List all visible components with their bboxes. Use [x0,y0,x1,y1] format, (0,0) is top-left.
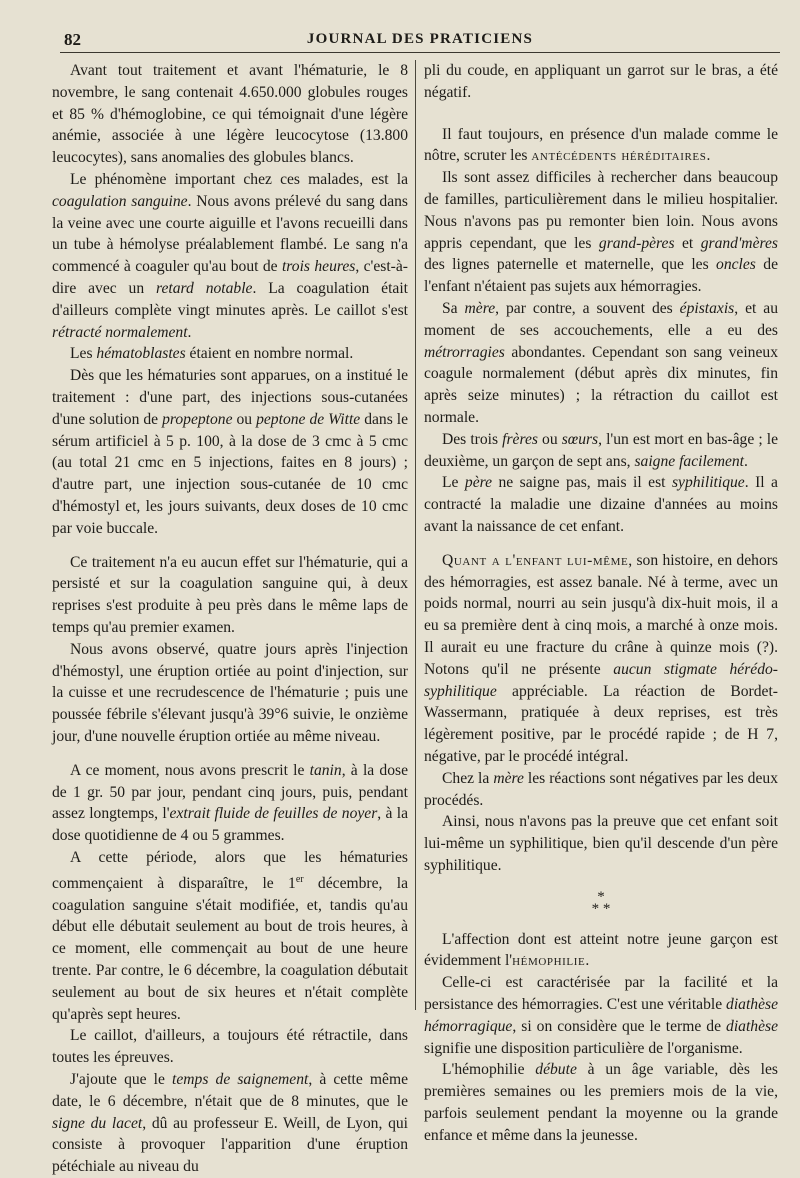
right-column [424,60,778,1147]
paragraph-family: Ils sont assez difficiles à rechercher dans beaucoup de familles, particulièrement dans le milieu hospitalier. Nous n'avons pas pu remonter bien loin. Nous avons appris cependant, que les grand-pères et grand'mères des lignes paternelle et maternelle, que les oncles de l'enfant n'étaient pas sujets aux hémorragies. [424,169,778,296]
paragraph-no-effect: Ce traitement n'a eu aucun effet sur l'hématurie, qui a persisté et sur la coagulation sanguine qui, à deux reprises s'est produite à peu près dans le même laps de temps qu'au premier examen. [52,553,408,636]
asterism-separator: * * * [591,888,611,917]
left-column [52,60,408,1178]
paragraph-siblings: Des trois frères ou sœurs, l'un est mort en bas-âge ; le deuxième, un garçon de sept ans, saigne facilement. [424,430,779,470]
journal-title: JOURNAL DES PRATICIENS [306,31,534,47]
paragraph-child: Quant a l'enfant lui-même, son histoire, en dehors des hémorragies, est assez banale. Né à terme, avec un poids normal, nourri au sein jusqu'à dix-huit mois, il a eu sa première dent à cinq mois, a marché à onze mois. Il aurait eu une fracture du crâne à quinze mois (?). Notons qu'il ne présente aucun stigmate hérédo-syphilitique appréciable. La réaction de Bordet-Wassermann, pratiquée à deux reprises, est très légèrement positive, par le procédé rapide ; de H 7, négative, par le procédé intégral. [424,551,778,765]
paragraph-treatment: Dès que les hématuries sont apparues, on a institué le traitement : d'une part, des injections sous-cutanées d'une solution de propeptone ou peptone de Witte dans le sérum artificiel à 5 p. 100, à la dose de 3 cmc à 5 cmc (au total 21 cmc en 5 injections, faites en 8 jours) ; d'autre part, une injection sous-cutanée de 10 cmc d'hémostyl et, les jours suivants, deux doses de 10 cmc par voie buccale. [52,367,409,537]
paragraph-eruption: Nous avons observé, quatre jours après l'injection d'hémostyl, une éruption ortiée au point d'injection, sur la cuisse et une recrudescence de l'hématurie ; puis une poussée fébrile s'élevant jusqu'à 39°6 suivie, le onzième jour, d'une nouvelle éruption ortiée au même niveau. [52,640,408,745]
column-divider [415,60,416,1010]
paragraph-continuation: pli du coude, en appliquant un garrot sur le bras, a été négatif. [424,62,778,101]
running-header [60,28,780,52]
header-rule [60,52,780,53]
paragraph-blood-count: Avant tout traitement et avant l'hématurie, le 8 novembre, le sang contenait 4.650.000 globules rouges et 85 % d'hémoglobine, ce qui témoignait d'une légère anémie, associée à une légère leucocytose (13.800 leucocytes), sans anomalies des globules blancs. [52,62,408,167]
paragraph-period: A cette période, alors que les hématuries commençaient à disparaître, le 1er décembre, la coagulation sanguine s'était modifiée, et, tandis qu'au début elle débutait seulement au bout de trois heures, à ce moment, elle commençait au bout de une heure trente. Par contre, le 6 décembre, la coagulation débutait seulement au bout de six heures et n'était complète qu'après sept heures. [52,848,408,1023]
paragraph-bleeding-time: J'ajoute que le temps de saignement, à cette même date, le 6 décembre, n'était que de 8 minutes, que le signe du lacet, dû au professeur E. Weill, de Lyon, qui consiste à provoquer l'apparition d'une éruption pétéchiale au niveau du [52,1071,409,1176]
paragraph-tanin: A ce moment, nous avons prescrit le tanin, à la dose de 1 gr. 50 par jour, pendant cinq jours, puis, pendant assez longtemps, l'extrait fluide de feuilles de noyer, à la dose quotidienne de 4 ou 5 grammes. [52,761,408,845]
paragraph-coagulation: Le phénomène important chez ces malades, est la coagulation sanguine. Nous avons prélevé du sang dans la veine avec une courte aiguille et l'avons recueilli dans un tube à hémolyse préalablement flambé. Le sang n'a commencé à coaguler qu'au bout de trois heures, c'est-à-dire avec un retard notable. La coagulation était d'ailleurs complète vingt minutes après. Le caillot s'est rétracté normalement. [52,170,408,341]
paragraph-hematoblasts: Les hématoblastes étaient en nombre normal. [70,345,354,363]
paragraph-diathesis: Celle-ci est caractérisée par la facilité et la persistance des hémorragies. C'est une véritable diathèse hémorragique, si on considère que le terme de diathèse signifie une disposition particulière de l'organisme. [424,974,778,1057]
paragraph-clot: Le caillot, d'ailleurs, a toujours été rétractile, dans toutes les épreuves. [52,1027,408,1067]
paragraph-hemophilia: L'affection dont est atteint notre jeune garçon est évidemment l'hémophilie. [424,930,778,970]
paragraph-onset: L'hémophilie débute à un âge variable, dès les premières semaines ou les premiers mois de la vie, parfois seulement pendant la moyenne ou la grande enfance et même dans la jeunesse. [424,1061,778,1144]
paragraph-mother: Sa mère, par contre, a souvent des épistaxis, et au moment de ses accouchements, elle a eu des métrorragies abondantes. Cependant son sang veineux coagule normalement (début après dix minutes, fin après seize minutes) ; la rétraction du caillot est normale. [424,299,779,426]
paragraph-heredity: Il faut toujours, en présence d'un malade comme le nôtre, scruter les antécédents héréditaires. [424,125,778,165]
paragraph-mother-reactions: Chez la mère les réactions sont négatives par les deux procédés. [424,769,778,809]
page-number: 82 [64,30,81,49]
paragraph-conclusion: Ainsi, nous n'avons pas la preuve que cet enfant soit lui-même un syphilitique, bien qu'il descende d'un père syphilitique. [424,813,778,874]
paragraph-father: Le père ne saigne pas, mais il est syphilitique. Il a contracté la maladie une dizaine d'années au moins avant la naissance de cet enfant. [424,474,778,535]
